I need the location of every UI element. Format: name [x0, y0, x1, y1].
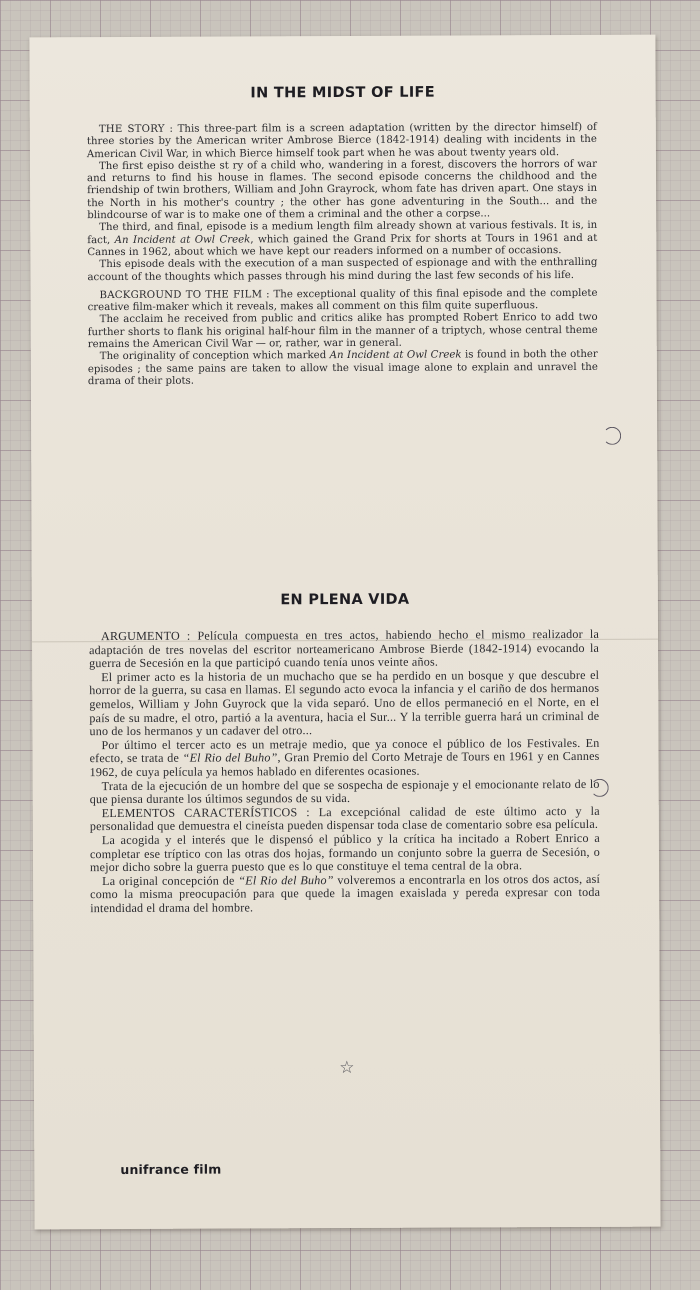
film-title-reference: “El Rio del Buho” — [238, 872, 334, 888]
spanish-title: EN PLENA VIDA — [280, 591, 410, 609]
english-story-paragraph: THE STORY : This three-part film is a screen adaptation (written by the director himself) of three stories by the American writer Ambrose Bierce (1842-1914) dealing with incidents in the American Civil War, in which Bierce himself took part when he was about twenty years old. — [86, 121, 597, 160]
english-background-paragraph: BACKGROUND TO THE FILM : The exceptional quality of this final episode and the complete creative film-maker which it reveals, makes all comment on this film quite superfluous. — [87, 287, 598, 314]
english-paragraph-6: The acclaim he received from public and critics alike has prompted Robert Enrico to add two further shorts to flank his original half-hour film in the manner of a triptych, whose central theme remains the American Civil War — or, rather, war in general. — [87, 312, 598, 351]
star-icon: ☆ — [339, 1057, 355, 1079]
punch-hole-mark — [603, 427, 621, 445]
spanish-paragraph-2: El primer acto es la historia de un muchacho que se ha perdido en un bosque y que descubre el horror de la guerra, su casa en llamas. El segundo acto evoca la infancia y el cariño de dos hermanos gemelos, William y John Guyrock que la vida separó. Uno de ellos permaneció en el Norte, en el país de su madre, el otro, partió a la aventura, hacia el Sur... Y la terrible guerra hará un criminal de uno de los hermanos y un cadaver del otro... — [89, 667, 600, 739]
english-title: IN THE MIDST OF LIFE — [250, 84, 435, 102]
english-paragraph-4: This episode deals with the execution of a man suspected of espionage and with the enthralling account of the thoughts which passes through his mind during the last few seconds of his life. — [87, 257, 598, 283]
english-paragraph-7: The originality of conception which marked An Incident at Owl Creek is found in both the other episodes ; the same pains are taken to allow the visual image alone to explain and unravel the drama of their plots. — [87, 349, 598, 388]
elementos-label: ELEMENTOS CARACTERÍSTICOS — [101, 804, 298, 820]
spanish-paragraph-6: La acogida y el interés que le dispensó el público y la crítica ha incitado a Robert Enrico a completar ese tríptico con las otras dos hojas, formando un conjunto sobre la guerra de Secesión, o mejor dicho sobre la guerra puesto que es lo que constituye el tema central de la obra. — [89, 830, 600, 875]
story-label: THE STORY — [98, 123, 165, 136]
spanish-paragraph-7: La original concepción de “El Rio del Buho” volveremos a encontrarla en los otros dos actos, así como la misma preocupación para que quede la imagen exaislada y pereda expresar con toda intendidad el drama del hombre. — [90, 871, 601, 915]
background-label: BACKGROUND TO THE FILM — [99, 289, 263, 301]
spanish-argumento-paragraph: ARGUMENTO : Película compuesta en tres actos, habiendo hecho el mismo realizador la adaptación de tres novelas del escritor norteamericano Ambrose Bierde (1842-1914) evocando la guerra de Secesión en la que participó cuando tenía unos veinte años. — [89, 626, 600, 671]
spanish-body — [89, 628, 600, 916]
film-title-reference: An Incident at Owl Creek — [329, 349, 462, 362]
spanish-paragraph-3: Por último el tercer acto es un metraje medio, que ya conoce el público de los Festivales. En efecto, se trata de “El Rio del Buho”, Gran Premio del Corto Metraje de Tours en 1961 y en Cannes 1962, de cuya película ya hemos hablado en diferentes ocasiones. — [89, 735, 600, 780]
unifrance-logo: unifrance film — [120, 1161, 222, 1177]
spanish-paragraph-4: Trata de la ejecución de un hombre del que se sospecha de espionaje y el emocionante relato de lo que piensa durante los últimos segundos de su vida. — [89, 776, 600, 807]
spanish-elementos-paragraph: ELEMENTOS CARACTERÍSTICOS : La excepciónal calidad de este último acto y la personalidad que demuestra el cineísta pueden dispensar toda clase de comentario sobre esa película. — [89, 803, 600, 834]
argumento-label: ARGUMENTO — [100, 628, 180, 644]
film-title-reference: “El Rio del Buho” — [182, 750, 278, 766]
english-paragraph-3: The third, and final, episode is a medium length film already shown at various festivals. It is, in fact, An Incident at Owl Creek, which gained the Grand Prix for shorts at Tours in 1961 and at Cannes in 1962, about which we have kept our readers informed on a number of occasions. — [87, 220, 598, 259]
punch-hole-mark — [591, 779, 609, 797]
film-title-reference: An Incident at Owl Creek — [114, 234, 251, 246]
flyer-sheet — [29, 35, 660, 1230]
english-body — [87, 122, 598, 388]
english-paragraph-2: The first episo deisthe st ry of a child who, wandering in a forest, discovers the horrors of war and returns to find his house in flames. The second episode concerns the childhood and the friendship of twin brothers, William and John Grayrock, whom fate has driven apart. One stays in the North in his mother's country ; the other has gone adventuring in the South... and the blindcourse of war is to make one of them a criminal and the other a corpse... — [86, 158, 598, 222]
